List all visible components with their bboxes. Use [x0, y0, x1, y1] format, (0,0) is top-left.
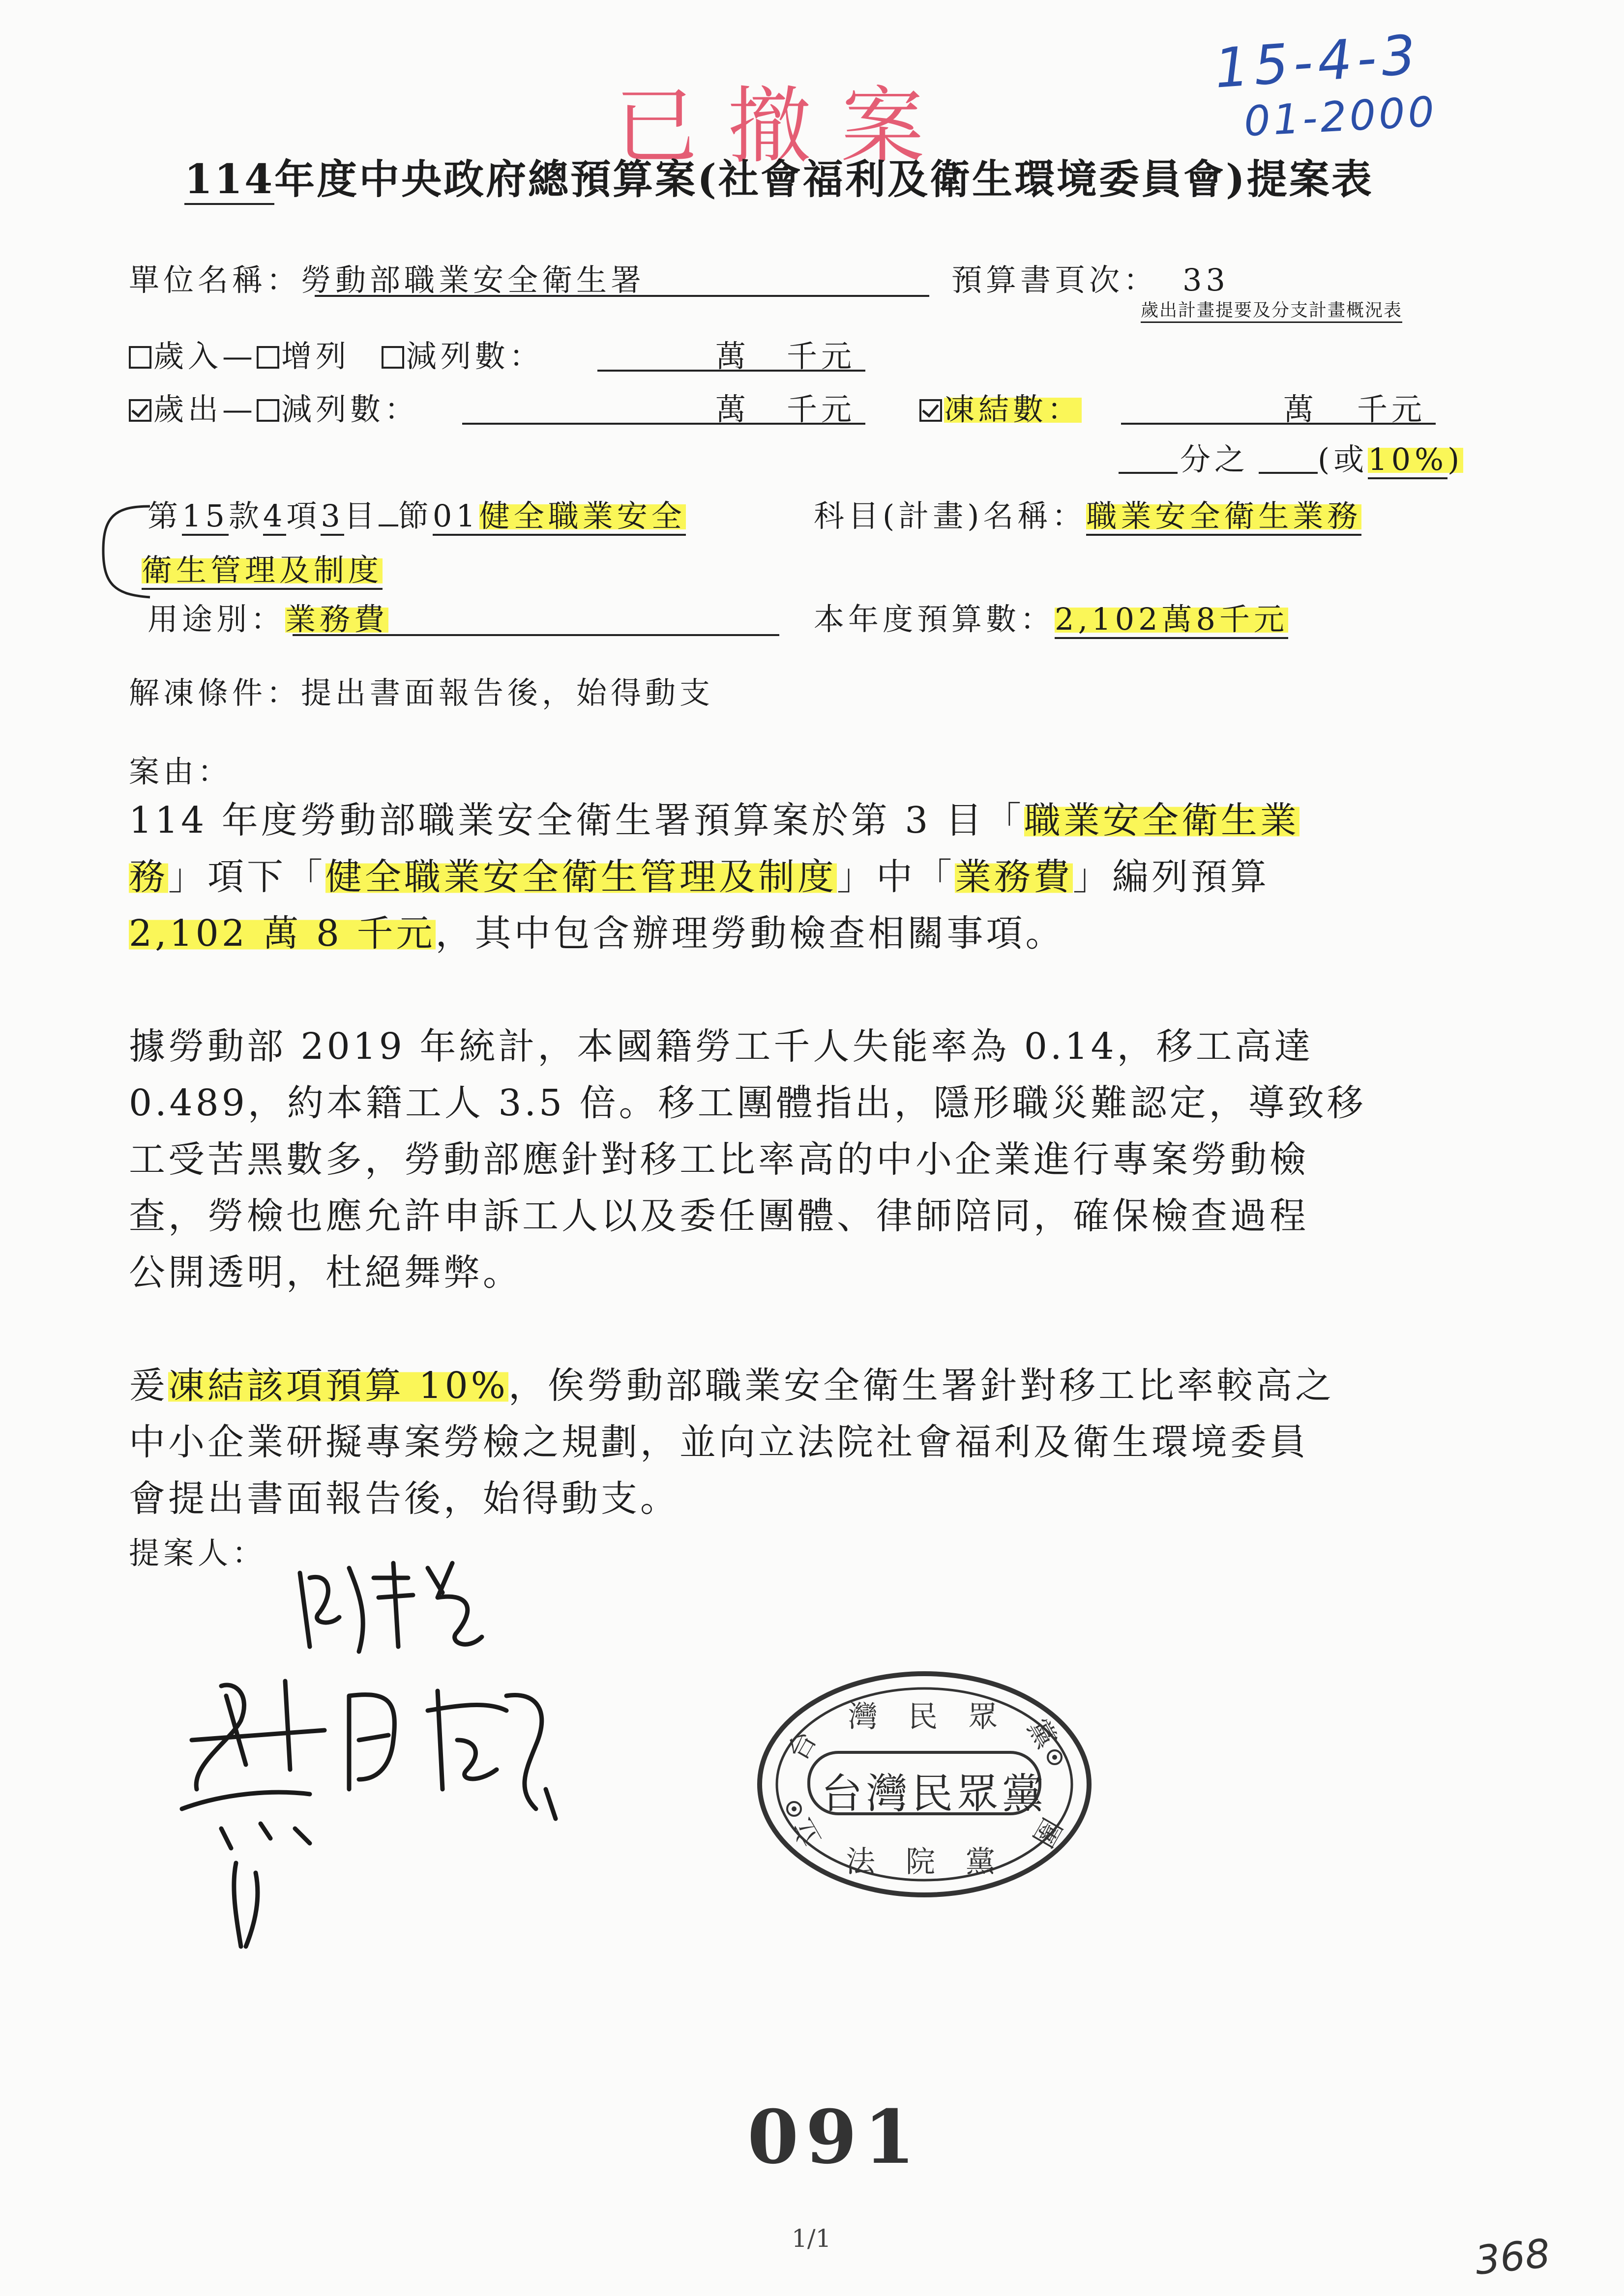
withdrawn-stamp: 已撤案 [615, 78, 954, 175]
fraction-close: ) [1447, 441, 1464, 477]
xiang-suffix: 項 [286, 498, 321, 534]
decrease-checkbox[interactable] [382, 346, 404, 369]
reason-p2-line2: 0.489，約本籍工人 3.5 倍。移工團體指出，隱形職災難認定，導致移 [129, 1082, 1366, 1124]
income-checkbox[interactable] [129, 346, 151, 369]
seal-center-text: 台灣民眾黨 [821, 1770, 1048, 1818]
increase-label: 增列 [281, 338, 351, 374]
budget-page-note: 歲出計畫提要及分支計畫概況表 [1141, 296, 1402, 323]
budget-page-row [951, 256, 1229, 299]
unfreeze-row [129, 668, 714, 712]
income-wan: 萬 [715, 338, 750, 374]
seal-top-text: 灣民眾 [848, 1700, 1028, 1734]
reason-p3-l1-a: 爰 [129, 1365, 168, 1407]
kuan-label: 第 [148, 498, 182, 534]
handwritten-code-line1: 15-4-3 [1212, 23, 1423, 100]
budget-page-value: 33 [1182, 262, 1229, 298]
expense-row [129, 385, 419, 429]
expense-decrease-label: 減列數： [281, 391, 419, 427]
reason-p1-line2 [129, 848, 1270, 900]
expense-qian: 千元 [787, 391, 856, 427]
reason-p3-l1-b: 凍結該項預算 10% [168, 1365, 508, 1407]
seal-left2-text: 立 [786, 1812, 828, 1853]
fraction-fen: 分之 [1180, 441, 1249, 477]
unfreeze-label: 解凍條件： [129, 675, 301, 711]
title-year: 114 [184, 156, 274, 205]
reason-p3-l1-c: ，俟勞動部職業安全衛生署針對移工比率較高之 [508, 1365, 1334, 1407]
reason-p1-l3-a: 2,102 萬 8 千元 [129, 912, 436, 955]
item-row [148, 492, 686, 535]
mu-suffix: 目 [344, 498, 379, 534]
freeze-qian: 千元 [1357, 391, 1426, 427]
reason-p1-l2-a: 務 [129, 856, 168, 898]
kuan-value: 15 [182, 498, 229, 536]
income-row [129, 332, 544, 376]
income-qian: 千元 [787, 338, 856, 374]
title-text: 年度中央政府總預算案(社會福利及衛生環境委員會)提案表 [274, 156, 1374, 203]
annual-budget-value: 2,102萬8千元 [1055, 601, 1288, 639]
unfreeze-value: 提出書面報告後，始得動支 [301, 675, 714, 711]
seal-right2-text: 團 [1026, 1812, 1068, 1853]
page-title [184, 147, 1374, 205]
plan-value: 職業安全衛生業務 [1086, 498, 1361, 536]
reason-p3-line1 [129, 1357, 1334, 1409]
freeze-checkbox[interactable] [919, 399, 942, 422]
reason-p3-line3: 會提出書面報告後，始得動支。 [129, 1478, 679, 1520]
mu-value: 3 [321, 498, 344, 536]
proposer-signatures [162, 1534, 664, 1966]
reason-p1-l1-a: 114 年度勞動部職業安全衛生署預算案於第 3 目「 [129, 799, 1024, 842]
usage-underline [293, 634, 779, 636]
item-name-part1: 健全職業安全 [479, 498, 686, 536]
usage-value: 業務費 [285, 601, 389, 637]
freeze-row [919, 385, 1082, 429]
usage-label: 用途別： [148, 601, 286, 637]
kuan-suffix: 款 [228, 498, 263, 534]
plan-row [814, 492, 1361, 535]
fraction-denominator-line [1259, 472, 1318, 474]
reason-p1-l2-e: 業務費 [955, 856, 1073, 898]
unit-underline [315, 295, 929, 297]
fraction-value: 10% [1368, 441, 1447, 479]
fraction-or [1318, 435, 1463, 479]
handwritten-code [1212, 23, 1439, 146]
fraction-numerator-line [1119, 472, 1178, 474]
annual-budget-row [814, 595, 1288, 639]
expense-wan: 萬 [715, 391, 750, 427]
reason-label: 案由： [129, 754, 233, 789]
expense-checkbox[interactable] [129, 399, 151, 422]
reason-p2-line1: 據勞動部 2019 年統計，本國籍勞工千人失能率為 0.14，移工高達 [129, 1025, 1314, 1068]
item-name-part2: 衛生管理及制度 [142, 552, 383, 590]
xiang-value: 4 [263, 498, 286, 536]
seal-right-text: 黨 [1021, 1714, 1063, 1754]
reason-p2-line4: 查，勞檢也應允許申訴工人以及委任團體、律師陪同，確保檢查過程 [129, 1195, 1309, 1237]
expense-decrease-checkbox[interactable] [257, 399, 279, 422]
reason-p1-l2-c: 健全職業安全衛生管理及制度 [325, 856, 837, 898]
freeze-label: 凍結數： [944, 391, 1082, 427]
freeze-wan: 萬 [1283, 391, 1318, 427]
budget-page-label: 預算書頁次： [951, 262, 1158, 298]
income-label: 歲入 [153, 338, 223, 374]
seal-bottom-text: 法院黨 [846, 1845, 1026, 1879]
expense-dash: — [222, 391, 257, 427]
income-dash: — [222, 338, 257, 374]
reason-p1-l2-f: 」編列預算 [1073, 856, 1270, 898]
annual-budget-label: 本年度預算數： [814, 601, 1055, 637]
reason-p2-line3: 工受苦黑數多，勞動部應針對移工比率高的中小企業進行專案勞動檢 [129, 1138, 1309, 1181]
reason-p1-line3 [129, 904, 1065, 957]
reason-p1-line1 [129, 791, 1299, 843]
jie-label: 節 [398, 498, 433, 534]
page-number: 091 [747, 2094, 922, 2180]
party-seal [752, 1666, 1096, 1902]
unit-value: 勞動部職業安全衛生署 [301, 262, 646, 298]
reason-p1-l1-b: 職業安全衛生業 [1024, 799, 1299, 842]
reason-p1-l3-b: ，其中包含辦理勞動檢查相關事項。 [435, 912, 1065, 955]
expense-label: 歲出 [153, 391, 223, 427]
unit-row [129, 256, 645, 299]
handwritten-code-line2: 01-2000 [1242, 87, 1439, 146]
jie-value: 01 [433, 498, 479, 536]
usage-row [148, 595, 388, 639]
unit-label: 單位名稱： [129, 262, 301, 298]
proposer-label: 提案人： [129, 1535, 267, 1571]
fraction-or-label: (或 [1318, 441, 1368, 477]
item-name-line2 [142, 546, 383, 589]
reason-p3-line2: 中小企業研擬專案勞檢之規劃，並向立法院社會福利及衛生環境委員 [129, 1421, 1309, 1463]
seal-left-text: 台 [781, 1726, 824, 1766]
reason-p1-l2-b: 」項下「 [168, 856, 325, 898]
plan-label: 科目(計畫)名稱： [814, 498, 1087, 534]
reason-p1-l2-d: 」中「 [837, 856, 955, 898]
decrease-label: 減列數： [406, 338, 544, 374]
handwritten-corner-number: 368 [1473, 2230, 1553, 2284]
page-fraction: 1/1 [792, 2224, 831, 2253]
increase-checkbox[interactable] [257, 346, 279, 369]
reason-p2-line5: 公開透明，杜絕舞弊。 [129, 1251, 522, 1294]
